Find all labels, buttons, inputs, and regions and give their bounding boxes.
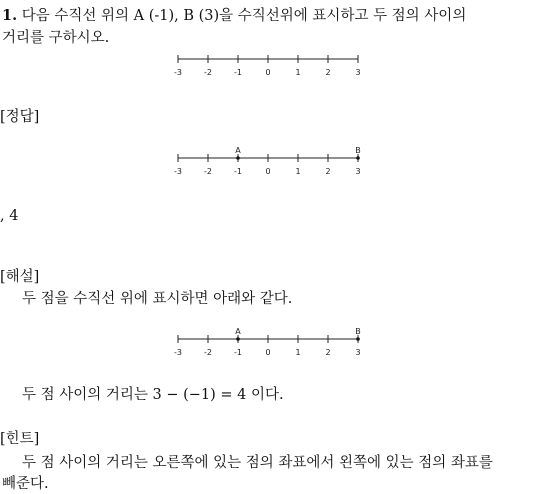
number-line-question	[170, 52, 370, 82]
tick-label: 3	[355, 167, 361, 176]
tick-label: -2	[204, 68, 212, 77]
tick-label: 2	[325, 348, 331, 357]
tick-label: -3	[174, 68, 182, 77]
tick-label: 2	[325, 68, 331, 77]
tick-label: 0	[265, 348, 271, 357]
tick-label: -1	[234, 348, 242, 357]
point-b-label: B	[355, 327, 361, 336]
hint-heading: [힌트]	[0, 431, 40, 447]
problem-number: 1.	[2, 7, 18, 24]
tick-label: 1	[295, 167, 301, 176]
point-a-label: A	[235, 327, 241, 336]
tick-label: 0	[265, 68, 271, 77]
tick-label: 2	[325, 167, 331, 176]
answer-heading: [정답]	[0, 109, 40, 125]
point-b-label: B	[355, 146, 361, 155]
hint-text-1: 두 점 사이의 거리는 오른쪽에 있는 점의 좌표에서 왼쪽에 있는 점의 좌표를	[22, 455, 493, 471]
explanation-heading: [해설]	[0, 269, 40, 285]
tick-label: -3	[174, 167, 182, 176]
tick-label: 3	[355, 348, 361, 357]
problem-line-1	[2, 7, 466, 25]
number-line-explanation	[170, 323, 370, 359]
point-a-label: A	[235, 146, 241, 155]
tick-label: -1	[234, 68, 242, 77]
tick-label: -3	[174, 348, 182, 357]
tick-label: 3	[355, 68, 361, 77]
tick-label: 1	[295, 348, 301, 357]
tick-label: -2	[204, 167, 212, 176]
number-line-answer	[170, 142, 370, 178]
point-a-dot	[236, 156, 240, 160]
explanation-text-1: 두 점을 수직선 위에 표시하면 아래와 같다.	[22, 291, 293, 307]
problem-text-1: 다음 수직선 위의 A (-1), B (3)을 수직선위에 표시하고 두 점의 사이의	[21, 8, 467, 24]
tick-label: 1	[295, 68, 301, 77]
hint-text-2: 빼준다.	[2, 476, 49, 492]
tick-label: -2	[204, 348, 212, 357]
point-b-dot	[356, 156, 360, 160]
tick-label: 0	[265, 167, 271, 176]
point-a-dot	[236, 337, 240, 341]
problem-text-2: 거리를 구하시오.	[2, 30, 110, 46]
tick-label: -1	[234, 167, 242, 176]
explanation-text-2: 두 점 사이의 거리는 3 − (−1) = 4 이다.	[22, 387, 284, 403]
point-b-dot	[356, 337, 360, 341]
answer-value: , 4	[0, 208, 19, 224]
